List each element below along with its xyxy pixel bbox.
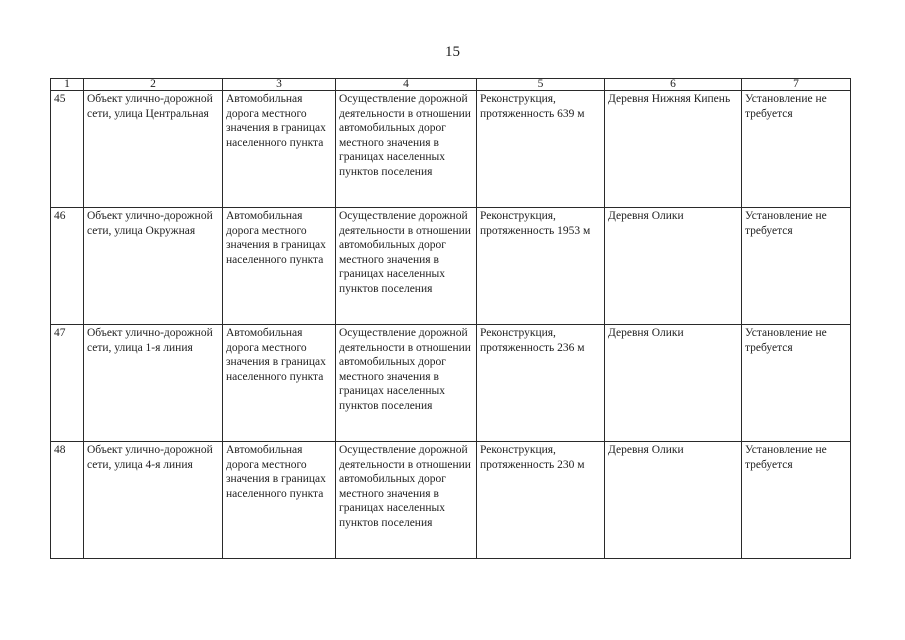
column-header: 2 <box>84 79 223 91</box>
action-cell: Реконструкция, протяженность 230 м <box>477 442 605 559</box>
object-type-cell: Автомобильная дорога местного значения в границах населенного пункта <box>223 442 336 559</box>
purpose-cell: Осуществление дорожной деятельности в отношении автомобильных дорог местного значения в границах населенных пунктов поселения <box>336 208 477 325</box>
row-number: 46 <box>51 208 84 325</box>
table-row <box>51 325 851 442</box>
column-header: 1 <box>51 79 84 91</box>
purpose-cell: Осуществление дорожной деятельности в отношении автомобильных дорог местного значения в границах населенных пунктов поселения <box>336 442 477 559</box>
table-row <box>51 208 851 325</box>
page-number: 15 <box>445 44 460 60</box>
location-cell: Деревня Олики <box>605 325 742 442</box>
location-cell: Деревня Олики <box>605 208 742 325</box>
row-number: 48 <box>51 442 84 559</box>
column-number-row <box>51 79 851 91</box>
column-header: 7 <box>742 79 851 91</box>
object-type-cell: Автомобильная дорога местного значения в границах населенного пункта <box>223 208 336 325</box>
table-row <box>51 442 851 559</box>
column-header: 6 <box>605 79 742 91</box>
column-header: 3 <box>223 79 336 91</box>
object-name-cell: Объект улично-дорожной сети, улица 1-я линия <box>84 325 223 442</box>
object-name-cell: Объект улично-дорожной сети, улица Центральная <box>84 91 223 208</box>
action-cell: Реконструкция, протяженность 1953 м <box>477 208 605 325</box>
purpose-cell: Осуществление дорожной деятельности в отношении автомобильных дорог местного значения в границах населенных пунктов поселения <box>336 325 477 442</box>
action-cell: Реконструкция, протяженность 639 м <box>477 91 605 208</box>
location-cell: Деревня Нижняя Кипень <box>605 91 742 208</box>
location-cell: Деревня Олики <box>605 442 742 559</box>
column-header: 5 <box>477 79 605 91</box>
object-type-cell: Автомобильная дорога местного значения в границах населенного пункта <box>223 325 336 442</box>
column-header: 4 <box>336 79 477 91</box>
row-number: 47 <box>51 325 84 442</box>
zone-cell: Установление не требуется <box>742 208 851 325</box>
purpose-cell: Осуществление дорожной деятельности в отношении автомобильных дорог местного значения в границах населенных пунктов поселения <box>336 91 477 208</box>
zone-cell: Установление не требуется <box>742 91 851 208</box>
objects-table <box>50 78 851 559</box>
object-name-cell: Объект улично-дорожной сети, улица 4-я линия <box>84 442 223 559</box>
zone-cell: Установление не требуется <box>742 325 851 442</box>
action-cell: Реконструкция, протяженность 236 м <box>477 325 605 442</box>
row-number: 45 <box>51 91 84 208</box>
zone-cell: Установление не требуется <box>742 442 851 559</box>
object-type-cell: Автомобильная дорога местного значения в границах населенного пункта <box>223 91 336 208</box>
object-name-cell: Объект улично-дорожной сети, улица Окружная <box>84 208 223 325</box>
table-row <box>51 91 851 208</box>
